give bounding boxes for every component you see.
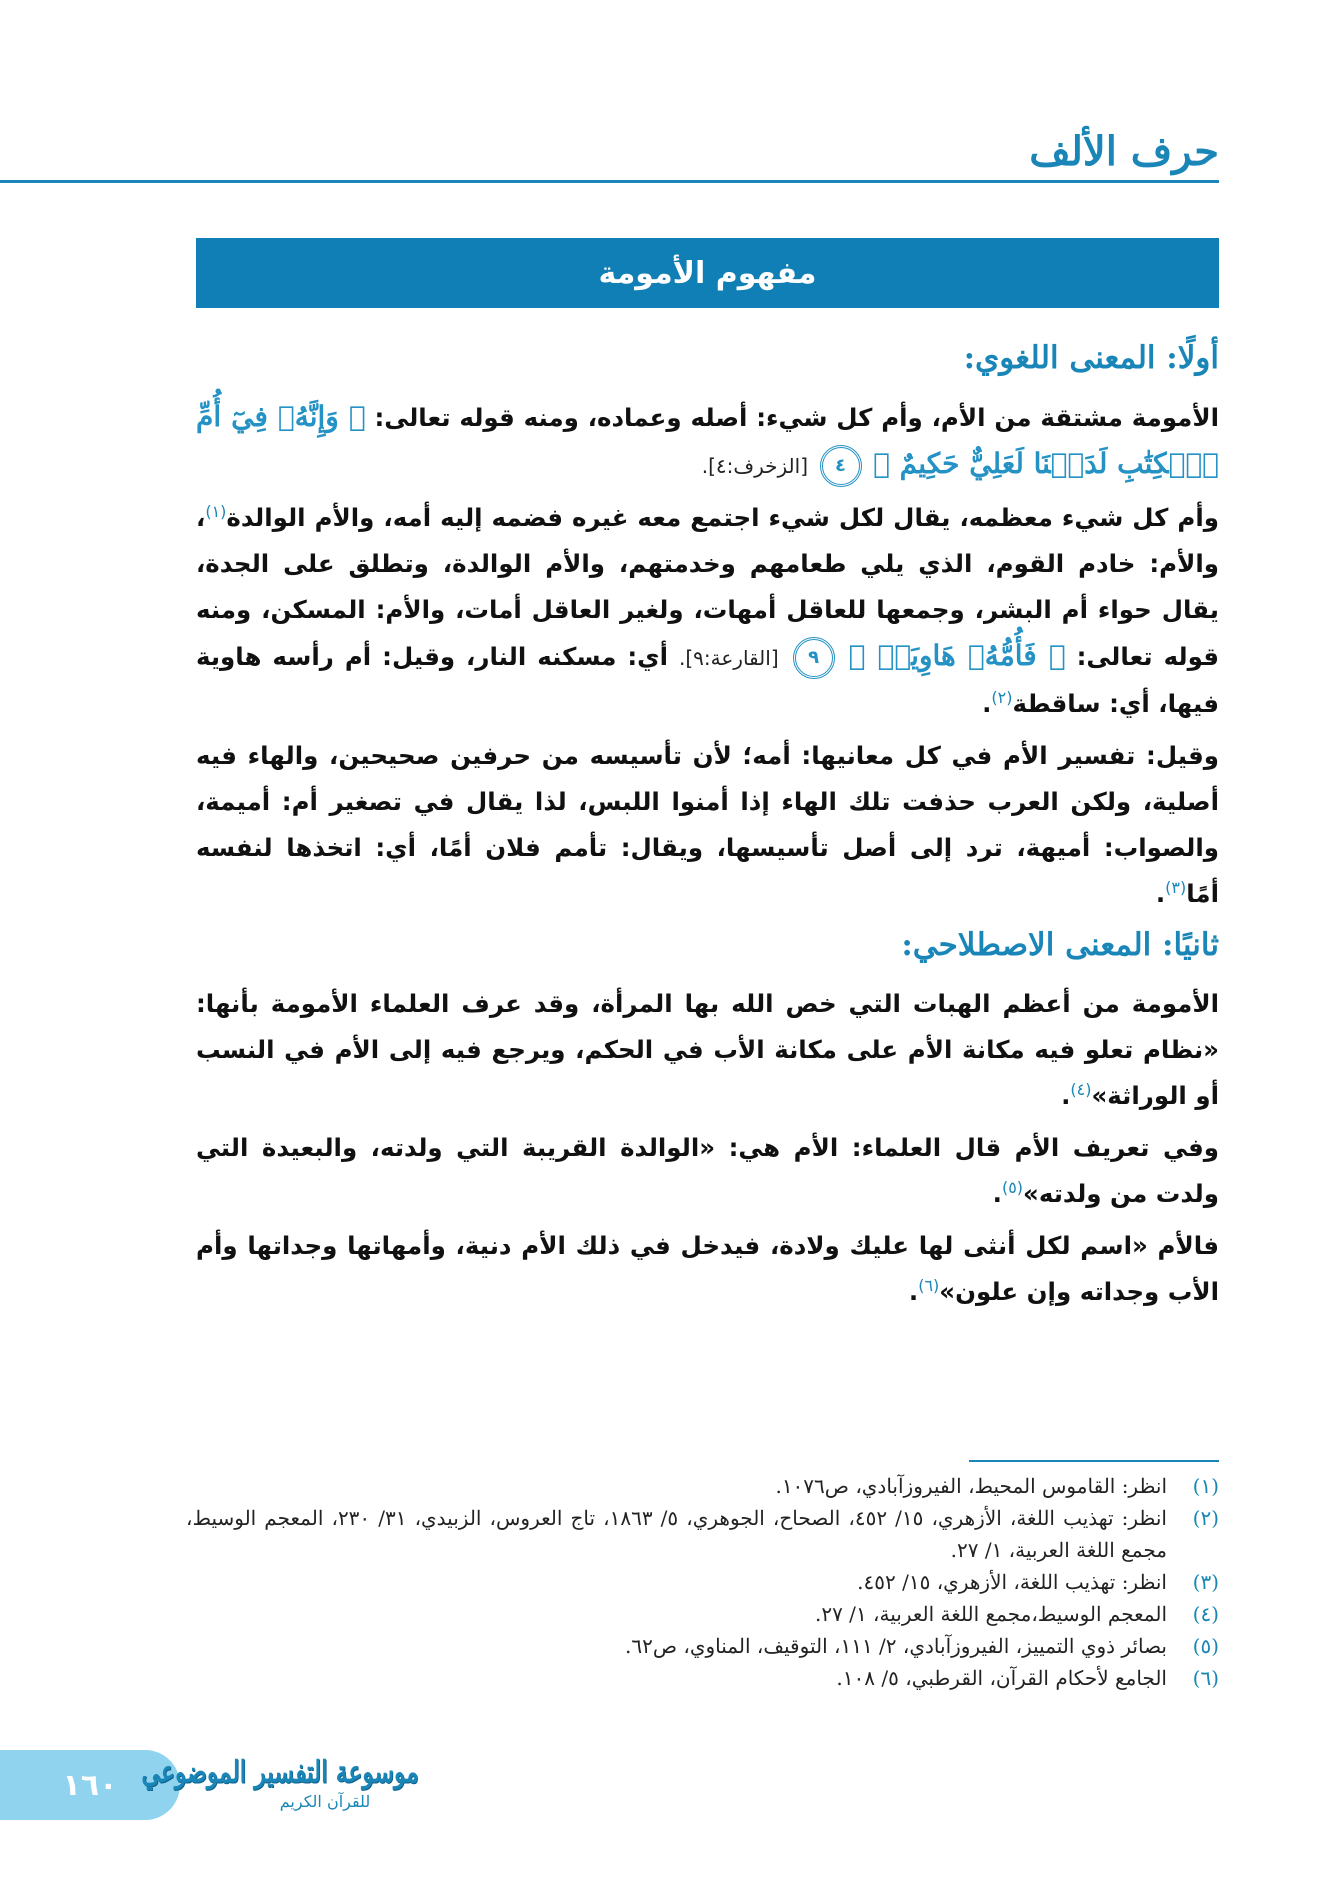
footnote-text: انظر: تهذيب اللغة، الأزهري، ١٥/ ٤٥٢.	[857, 1570, 1167, 1594]
section-title: مفهوم الأمومة	[598, 255, 817, 291]
footnote-marker[interactable]: (٥)	[1001, 1177, 1024, 1197]
paragraph-text: الأمومة مشتقة من الأم، وأم كل شيء: أصله وعماده، ومنه قوله تعالى:	[365, 403, 1219, 432]
section-title-banner	[196, 238, 1219, 308]
paragraph-text: وفي تعريف الأم قال العلماء: الأم هي: «الوالدة القريبة التي ولدته، والبعيدة التي ولدت من ولدته»	[196, 1133, 1219, 1208]
footnote-marker[interactable]: (٢)	[991, 687, 1013, 707]
footnote-marker[interactable]: (٦)	[918, 1275, 940, 1295]
paragraph-end: .	[992, 1179, 1002, 1208]
footnote-item	[186, 1470, 1219, 1502]
terminological-meaning-heading: ثانيًا: المعنى الاصطلاحي:	[901, 927, 1219, 963]
paragraph-text: فالأم «اسم لكل أنثى لها عليك ولادة، فيدخل في ذلك الأم دنية، وأمهاتها وجداتها وأم الأب وجداته وإن علون»	[196, 1231, 1219, 1306]
footnote-item	[186, 1598, 1219, 1630]
ayah-number-icon: ٤	[820, 445, 862, 487]
paragraph-text: أي: مسكنه النار، وقيل: أم رأسه هاوية فيها، أي: ساقطة	[196, 642, 1219, 718]
footnote-marker[interactable]: (٣)	[1165, 877, 1187, 897]
footnote-marker[interactable]: (١)	[205, 501, 227, 521]
footnote-number: (١)	[1192, 1474, 1219, 1498]
paragraph-text: وأم كل شيء معظمه، يقال لكل شيء اجتمع معه غيره فضمه إليه أمه، والأم الوالدة	[226, 503, 1219, 532]
paragraph-3	[196, 733, 1219, 917]
quran-verse: ﴿ وَإِنَّهُۥ فِيٓ أُمِّ ٱلۡكِتَٰبِ لَدَيۡنَا لَعَلِيٌّ حَكِيمٌ ﴾	[196, 400, 1219, 480]
ayah-number-icon: ٩	[793, 637, 835, 679]
paragraph-text: ، والأم: خادم القوم، الذي يلي طعامهم وخدمتهم، والأم الوالدة، وتطلق على الجدة، يقال حواء أم البشر، وجمعها للعاقل أمهات، ولغير العاقل أمات، والأم: المسكن، ومنه قوله تعالى:	[196, 503, 1220, 671]
encyclopedia-logo	[141, 1755, 445, 1835]
footnote-text: انظر: القاموس المحيط، الفيروزآبادي، ص١٠٧٦.	[775, 1474, 1167, 1498]
paragraph-1	[196, 394, 1219, 489]
footnote-item	[186, 1502, 1219, 1566]
footnote-text: بصائر ذوي التمييز، الفيروزآبادي، ٢/ ١١١، التوقيف، المناوي، ص٦٢.	[625, 1634, 1167, 1658]
page-number: ١٦٠	[62, 1767, 118, 1803]
verse-reference: [الزخرف:٤].	[701, 454, 808, 478]
paragraph-end: .	[982, 689, 992, 718]
footnote-number: (٤)	[1192, 1602, 1219, 1626]
paragraph-5	[196, 1125, 1219, 1217]
footnote-number: (٥)	[1192, 1634, 1219, 1658]
footnote-item	[186, 1566, 1219, 1598]
header-divider	[0, 180, 1219, 183]
footnote-text: الجامع لأحكام القرآن، القرطبي، ٥/ ١٠٨.	[836, 1666, 1167, 1690]
footnote-item	[186, 1630, 1219, 1662]
quran-verse: ﴿ فَأُمُّهُۥ هَاوِيَةٞ ﴾	[848, 639, 1066, 672]
verse-reference: [القارعة:٩].	[678, 646, 779, 670]
paragraph-end: .	[908, 1277, 919, 1306]
footnote-number: (٢)	[1192, 1506, 1219, 1530]
paragraph-6	[196, 1223, 1219, 1315]
logo-subtitle: للقرآن الكريم	[279, 1792, 371, 1811]
footnote-item	[186, 1662, 1219, 1694]
footnote-marker[interactable]: (٤)	[1070, 1079, 1092, 1099]
paragraph-text: وقيل: تفسير الأم في كل معانيها: أمه؛ لأن تأسيسه من حرفين صحيحين، والهاء فيه أصلية، ولكن العرب حذفت تلك الهاء إذا أمنوا اللبس، لذا يقال في تصغير أم: أميمة، والصواب: أميهة، ترد إلى أصل تأسيسها، ويقال: تأمم فلان أمًا، أي: اتخذها لنفسه أمًا	[196, 741, 1219, 908]
footnote-text: انظر: تهذيب اللغة، الأزهري، ١٥/ ٤٥٢، الصحاح، الجوهري، ٥/ ١٨٦٣، تاج العروس، الزبيدي، ٣١/ ٢٣٠، المعجم الوسيط، مجمع اللغة العربية، ١/ ٢٧.	[186, 1506, 1167, 1562]
linguistic-meaning-heading: أولًا: المعنى اللغوي:	[963, 340, 1219, 376]
paragraph-text: الأمومة من أعظم الهبات التي خص الله بها المرأة، وقد عرف العلماء الأمومة بأنها: «نظام تعلو فيه مكانة الأم على مكانة الأب في الحكم، ويرجع فيه إلى الأم في النسب أو الوراثة»	[196, 989, 1219, 1110]
paragraph-end: .	[1155, 879, 1166, 908]
main-content	[196, 330, 1219, 1321]
footnotes-list	[186, 1470, 1219, 1694]
footnote-text: المعجم الوسيط،مجمع اللغة العربية، ١/ ٢٧.	[814, 1602, 1167, 1626]
paragraph-end: .	[1061, 1081, 1071, 1110]
chapter-title: حرف الألف	[1029, 128, 1219, 175]
footnote-number: (٦)	[1192, 1666, 1219, 1690]
footnote-divider	[969, 1460, 1219, 1462]
logo-title: موسوعة التفسير الموضوعي	[141, 1755, 419, 1790]
paragraph-4	[196, 981, 1219, 1119]
paragraph-2	[196, 495, 1219, 727]
footnote-number: (٣)	[1192, 1570, 1219, 1594]
